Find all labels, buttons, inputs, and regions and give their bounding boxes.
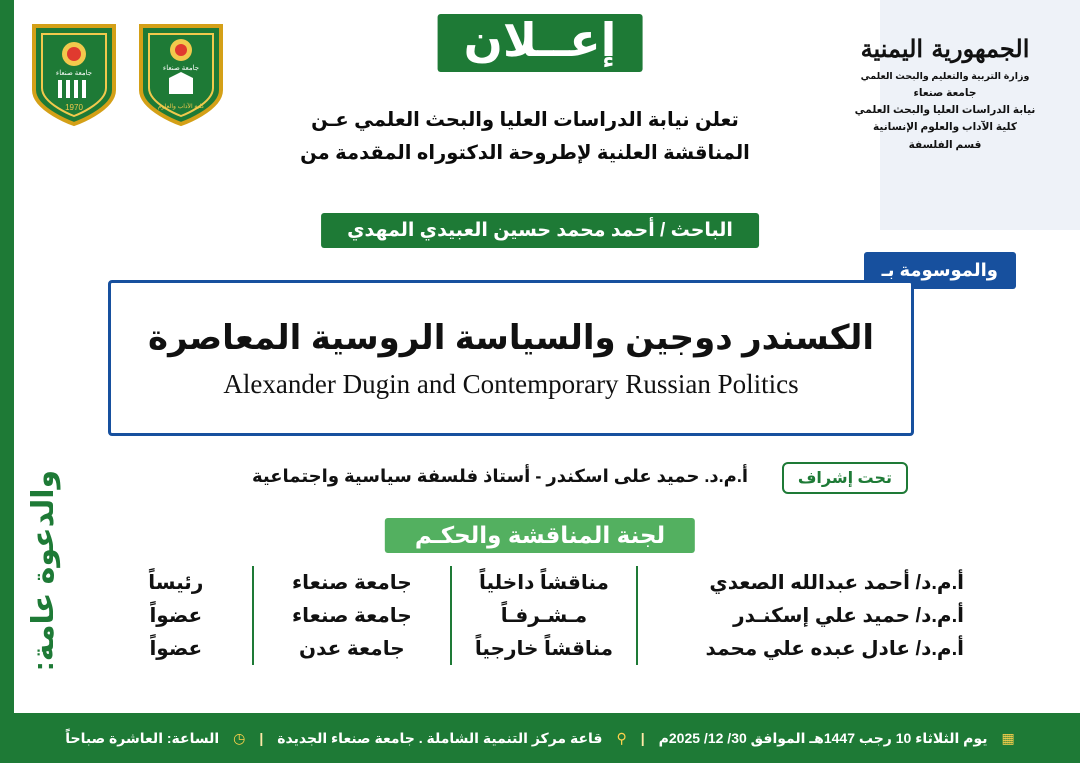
footer-divider: | xyxy=(259,730,264,746)
masthead-calligraphy: الجمهورية اليمنية xyxy=(860,34,1030,63)
committee-member-role: مناقشاً خارجياً xyxy=(451,632,637,665)
masthead-line-ministry: وزارة التربية والتعليم والبحث العلمي xyxy=(860,71,1030,82)
committee-member-role: مـشـرفـاً xyxy=(451,599,637,632)
committee-member-name: أ.م.د/ عادل عبده علي محمد xyxy=(705,638,964,660)
svg-text:1970: 1970 xyxy=(65,103,83,112)
thesis-title-english: Alexander Dugin and Contemporary Russian Politics xyxy=(223,369,799,400)
researcher-label: الباحث / xyxy=(660,220,733,241)
table-row xyxy=(100,566,980,599)
footer-divider: | xyxy=(640,730,645,746)
committee-member-name: أ.م.د/ حميد علي إسكنـدر xyxy=(733,605,964,627)
committee-member-name: أ.م.د/ أحمد عبدالله الصعدي xyxy=(709,572,964,594)
table-row xyxy=(100,632,980,665)
svg-text:كلية الآداب والعلوم: كلية الآداب والعلوم xyxy=(157,104,205,110)
ministry-masthead xyxy=(830,34,1060,154)
left-green-bar xyxy=(0,0,14,713)
footer-bar xyxy=(0,713,1080,763)
footer-time: الساعة: العاشرة صباحاً xyxy=(65,729,220,746)
page-title: إعــلان xyxy=(438,14,643,72)
supervisor-name: أ.م.د. حميد على اسكندر - أستاذ فلسفة سياسية واجتماعية xyxy=(251,466,749,486)
thesis-title-arabic: الكسندر دوجين والسياسة الروسية المعاصرة xyxy=(148,318,874,357)
committee-member-university: جامعة عدن xyxy=(253,632,451,665)
footer-place: قاعة مركز التنمية الشاملة . جامعة صنعاء الجديدة xyxy=(277,729,603,746)
invitation-label: والدعوة عامة: xyxy=(27,469,61,671)
committee-member-university: جامعة صنعاء xyxy=(253,599,451,632)
table-row xyxy=(100,599,980,632)
intro-line-2: المناقشة العلنية لإطروحة الدكتوراه المقدمة من xyxy=(300,142,750,165)
committee-table xyxy=(100,566,980,665)
footer-date: يوم الثلاثاء 10 رجب 1447هـ الموافق 30/ 12/ 2025م xyxy=(658,729,988,746)
location-pin-icon: ⚲ xyxy=(616,729,627,746)
svg-text:جامعة صنعاء: جامعة صنعاء xyxy=(55,70,93,77)
supervision-badge: تحت إشراف xyxy=(782,462,908,494)
committee-member-rank: عضواً xyxy=(100,599,253,632)
committee-member-rank: رئيساً xyxy=(100,566,253,599)
masthead-line-department: قسم الفلسفة xyxy=(908,138,982,151)
sanaa-university-emblem-left-icon xyxy=(28,20,120,128)
masthead-line-university: جامعة صنعاء xyxy=(913,86,977,99)
committee-header: لجنة المناقشة والحكـم xyxy=(385,518,695,553)
researcher-name: أحمد محمد حسين العبيدي المهدي xyxy=(347,220,655,241)
tagged-tab: والموسومة بـ xyxy=(864,252,1016,289)
masthead-line-deanship: نيابة الدراسات العليا والبحث العلمي xyxy=(854,103,1036,116)
intro-line-1: تعلن نيابة الدراسات العليا والبحث العلمي عـن xyxy=(311,109,739,131)
svg-text:جامعة صنعاء: جامعة صنعاء xyxy=(162,65,200,72)
thesis-title-frame xyxy=(108,280,914,436)
committee-member-rank: عضواً xyxy=(100,632,253,665)
researcher-band xyxy=(321,213,759,248)
sanaa-university-emblem-right-icon xyxy=(135,20,227,128)
masthead-line-faculty: كلية الآداب والعلوم الإنسانية xyxy=(873,121,1017,134)
clock-icon: ◷ xyxy=(233,729,246,746)
intro-text xyxy=(280,104,770,170)
calendar-icon: ▦ xyxy=(1001,729,1015,746)
invitation-vertical-text xyxy=(14,430,74,710)
committee-member-university: جامعة صنعاء xyxy=(253,566,451,599)
committee-member-role: مناقشاً داخلياً xyxy=(451,566,637,599)
